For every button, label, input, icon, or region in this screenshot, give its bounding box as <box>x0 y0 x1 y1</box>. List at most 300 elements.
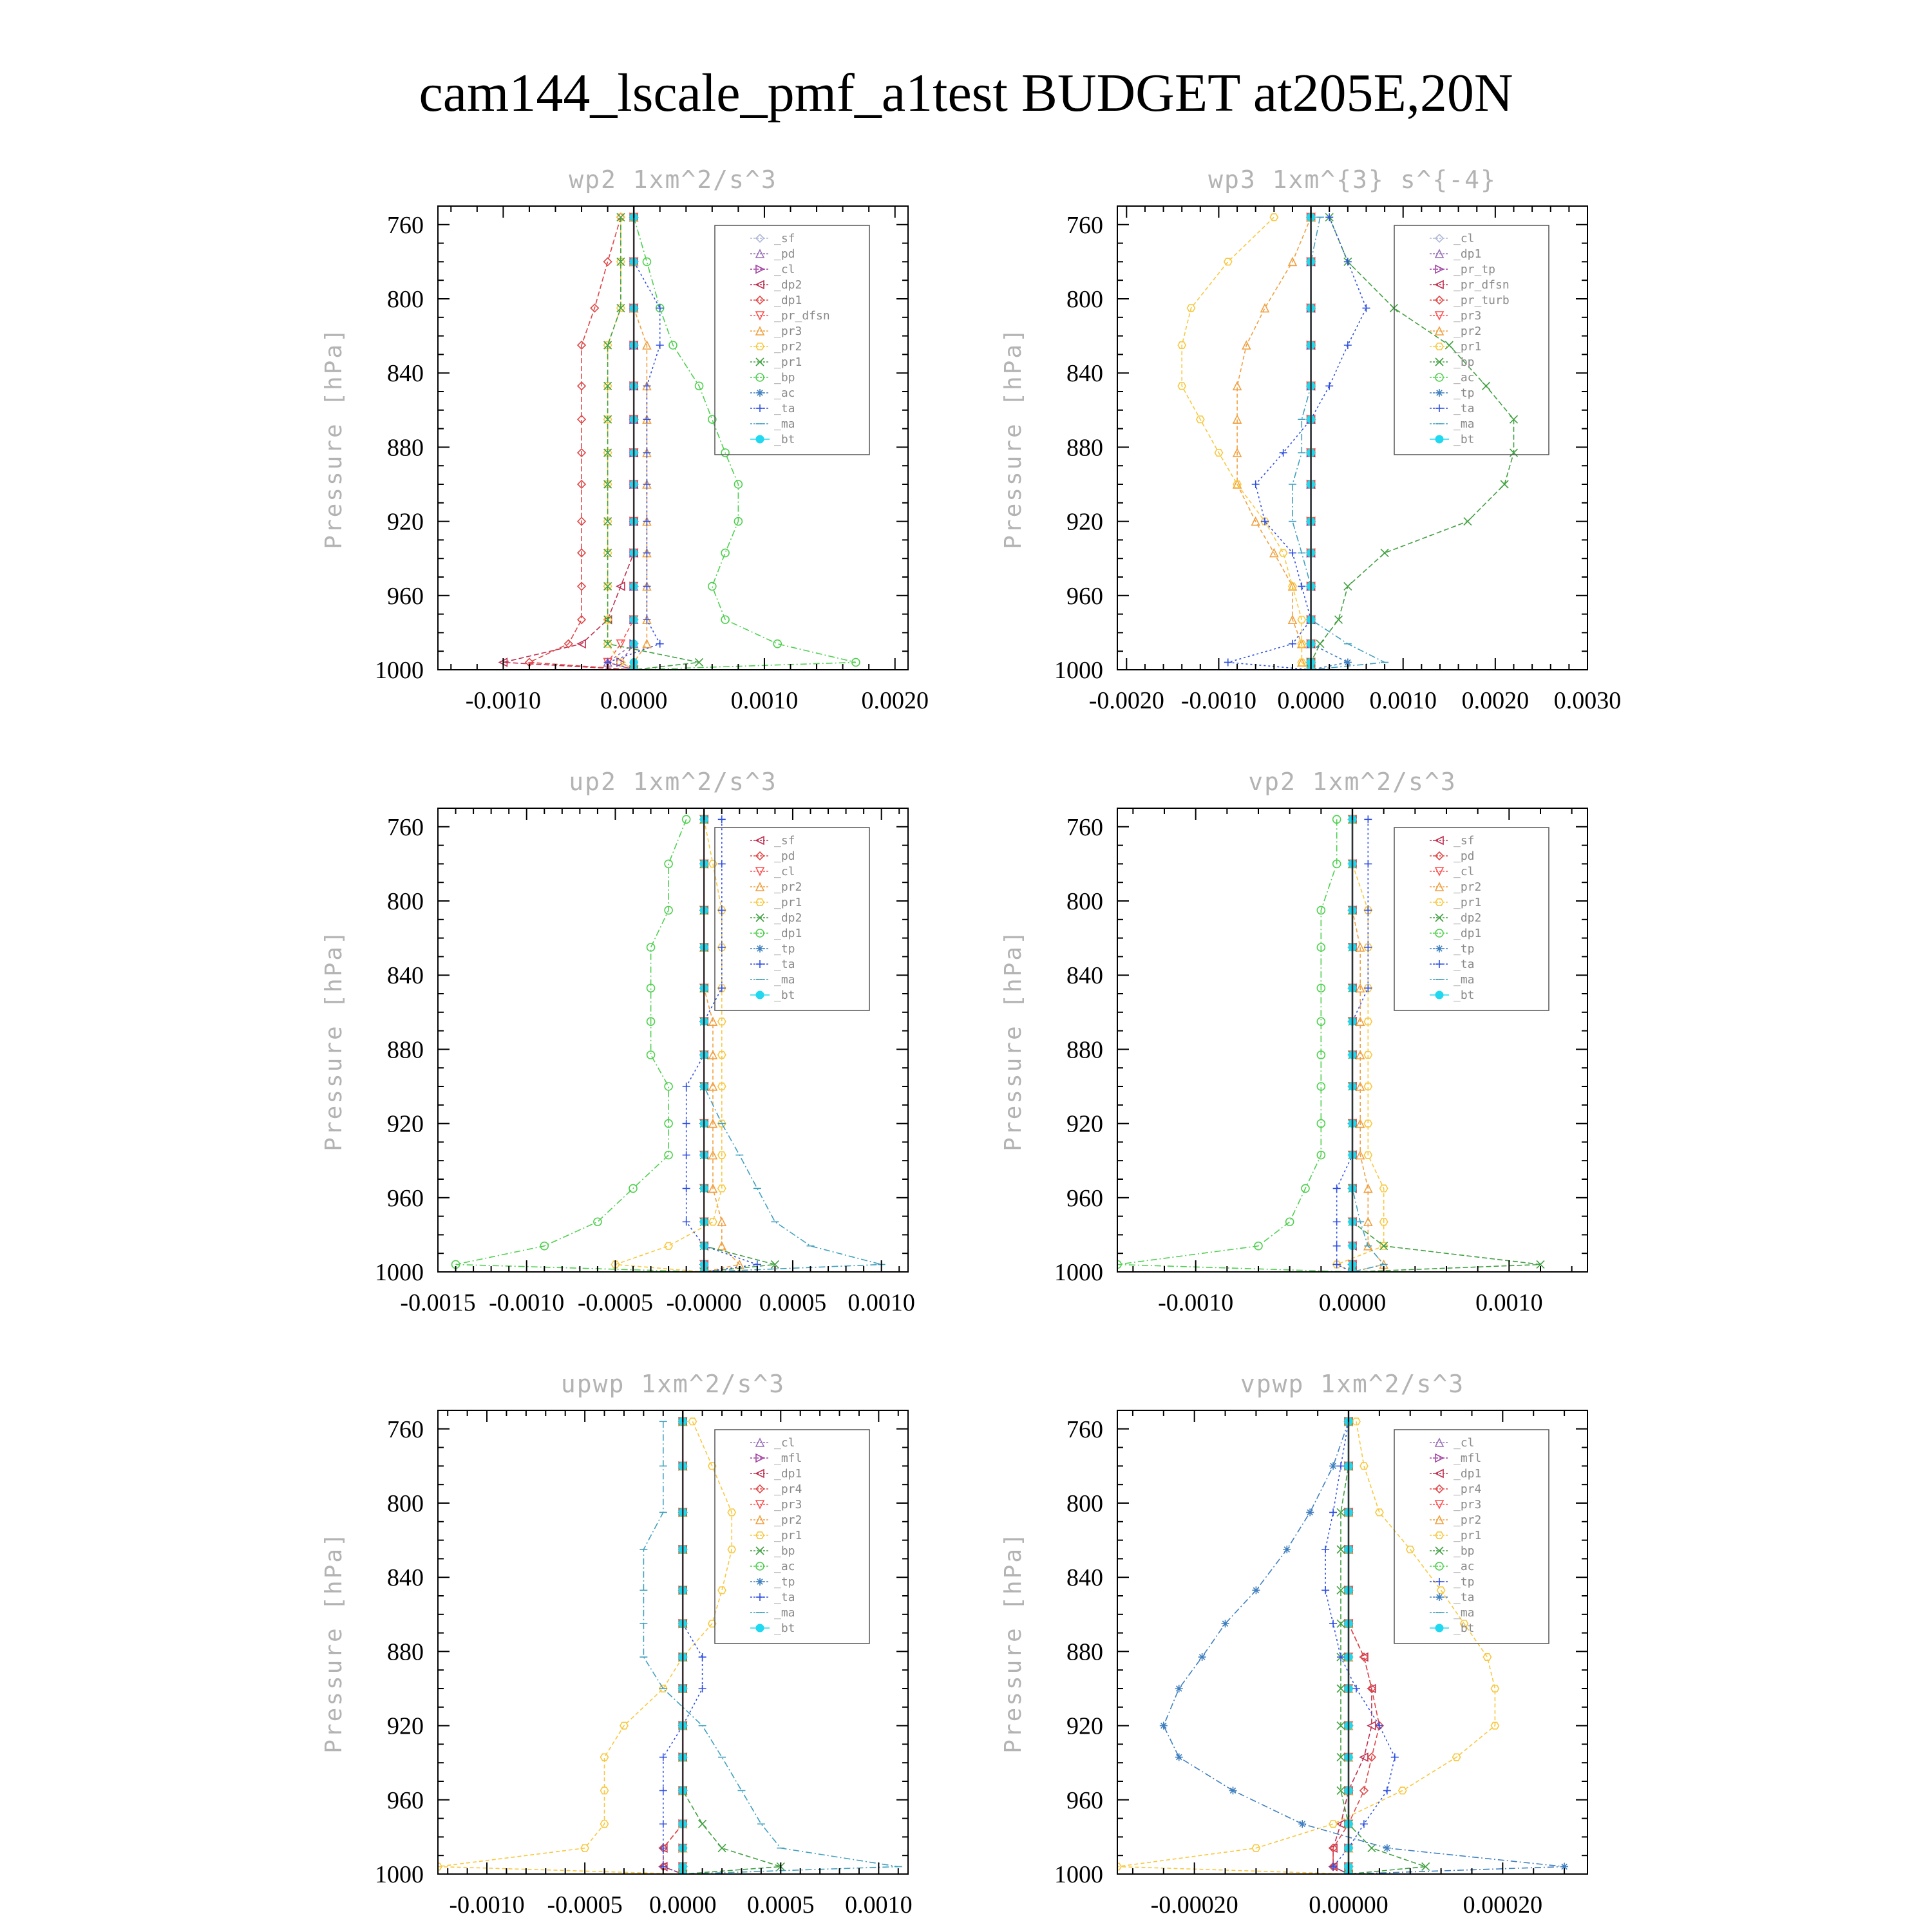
upwp-legend-label_ac: _ac <box>774 1560 795 1573</box>
vpwp-point_tp-5 <box>1329 1620 1337 1627</box>
wp3-legend-label_tp: _tp <box>1454 386 1475 400</box>
upwp-point_ta-10 <box>659 1786 667 1794</box>
vp2-legend-label_cl: _cl <box>1454 865 1475 878</box>
vpwp-point_pr4-6 <box>1360 1653 1368 1661</box>
vpwp-line_ta <box>1164 1421 1564 1874</box>
up2-point_ta-11 <box>683 1218 690 1226</box>
upwp-legend-label_ma: _ma <box>774 1606 795 1620</box>
upwp-legend-label_bp: _bp <box>774 1544 795 1558</box>
wp3-ytick-label-800: 800 <box>1066 286 1103 313</box>
up2-xtick-label-4: 0.0005 <box>759 1289 827 1316</box>
vpwp-point_ta-10 <box>1229 1786 1237 1794</box>
wp3-point_bp-12 <box>1316 640 1324 648</box>
vp2-legend-label_pr2: _pr2 <box>1454 880 1482 894</box>
wp2-line_dp2 <box>503 217 634 670</box>
wp3-ylabel: Pressure [hPa] <box>1000 327 1027 549</box>
up2-ytick-label-920: 920 <box>387 1110 424 1138</box>
wp2-legend-label_ac: _ac <box>774 386 795 400</box>
wp3-xtick-label-2: 0.0000 <box>1277 687 1345 714</box>
upwp-legend <box>715 1430 869 1643</box>
wp2-legend-label_pr_dfsn: _pr_dfsn <box>774 309 830 323</box>
vp2-point_ta-12 <box>1333 1242 1341 1250</box>
up2-point_pr1-11 <box>709 1218 717 1225</box>
wp2-legend-label_dp2: _dp2 <box>774 278 802 292</box>
vpwp-point_tp-1 <box>1337 1462 1345 1470</box>
up2-legend-marker_bt <box>756 991 764 999</box>
vpwp-point_tp-9 <box>1391 1754 1399 1761</box>
wp2-legend-label_ma: _ma <box>774 417 795 431</box>
vpwp-xtick-label-1: 0.00000 <box>1309 1891 1388 1918</box>
wp2-legend-marker_bt <box>756 435 764 443</box>
vp2-legend-label_tp: _tp <box>1454 942 1475 956</box>
wp3-series_pr1 <box>1178 214 1314 673</box>
up2-legend-label_bt: _bt <box>774 989 795 1002</box>
up2-point_pr1-12 <box>665 1243 672 1249</box>
wp3-legend-label_bt: _bt <box>1454 433 1475 446</box>
wp2-point_ta-4 <box>643 382 650 390</box>
up2-point_ta-1 <box>718 860 726 867</box>
wp2-point_bp-1 <box>643 258 650 265</box>
vpwp-line_bp <box>1341 1421 1426 1874</box>
upwp-ylabel: Pressure [hPa] <box>321 1531 347 1754</box>
wp2-legend <box>715 225 869 455</box>
up2-legend-label_pd: _pd <box>774 849 795 863</box>
upwp-series_pr1 <box>434 1418 735 1877</box>
vp2-ytick-label-880: 880 <box>1066 1036 1103 1064</box>
wp2-point_ta-10 <box>643 582 650 590</box>
wp3-xtick-label-4: 0.0020 <box>1461 687 1530 714</box>
wp3-xtick-label-3: 0.0010 <box>1369 687 1437 714</box>
wp3-legend-marker_bt <box>1435 435 1443 443</box>
vpwp-frame <box>1117 1410 1587 1874</box>
wp2-legend-label_pr1: _pr1 <box>774 355 802 369</box>
upwp-line_dp1 <box>663 1421 683 1874</box>
wp3-line_pr2 <box>1237 217 1311 670</box>
wp3-ytick-label-1000: 1000 <box>1054 657 1103 684</box>
up2-legend-label_tp: _tp <box>774 942 795 956</box>
wp3-point_pr1-9 <box>1280 549 1287 556</box>
vpwp-point_pr1-11 <box>1329 1821 1337 1827</box>
wp3-xtick-label-1: -0.0010 <box>1180 687 1257 714</box>
up2-point_dp1-6 <box>647 1051 655 1059</box>
vp2-ytick-label-920: 920 <box>1066 1110 1103 1138</box>
vpwp-point_ta-3 <box>1283 1546 1291 1553</box>
vpwp-series_ta <box>1160 1417 1568 1878</box>
vpwp-series_bp <box>1337 1417 1430 1878</box>
vp2-xtick-label-0: -0.0010 <box>1158 1289 1234 1316</box>
vp2-legend-marker_bt <box>1435 991 1443 999</box>
figure-title: cam144_lscale_pmf_a1test BUDGET at205E,20N <box>419 63 1513 123</box>
up2-point_dp1-0 <box>683 815 690 823</box>
vp2-point_ta-10 <box>1333 1184 1341 1192</box>
upwp-point_bp-12 <box>718 1844 726 1852</box>
wp3-legend-label_pr1: _pr1 <box>1454 340 1482 354</box>
upwp-legend-label_mfl: _mfl <box>774 1452 802 1465</box>
wp3-ytick-label-960: 960 <box>1066 582 1103 610</box>
wp2-xtick-label-1: 0.0000 <box>600 687 668 714</box>
upwp-title: upwp 1xm^2/s^3 <box>560 1370 786 1398</box>
up2-legend <box>715 828 869 1010</box>
wp2-ytick-label-840: 840 <box>387 360 424 388</box>
upwp-series_ma <box>639 1421 902 1874</box>
upwp-legend-label_pr1: _pr1 <box>774 1529 802 1542</box>
up2-point_dp1-7 <box>665 1083 672 1090</box>
vpwp-legend-label_ma: _ma <box>1454 1606 1475 1620</box>
vp2-line_dp1 <box>1117 819 1352 1272</box>
vpwp-series_dp1 <box>1329 1417 1376 1878</box>
wp3-point_bp-10 <box>1344 582 1352 590</box>
wp2-legend-label_sf: _sf <box>774 232 795 245</box>
wp2-line_dp1 <box>529 217 634 670</box>
vpwp-legend-label_pr2: _pr2 <box>1454 1513 1482 1527</box>
wp3-line_tp <box>1311 217 1348 670</box>
panel-wp2 <box>321 166 929 714</box>
up2-legend-marker_tp <box>756 945 764 952</box>
wp3-legend-label_bp: _bp <box>1454 355 1475 369</box>
wp3-legend-label_pr_dfsn: _pr_dfsn <box>1454 278 1510 292</box>
upwp-ytick-label-920: 920 <box>387 1712 424 1740</box>
wp3-ytick-label-840: 840 <box>1066 360 1103 388</box>
wp3-xtick-label-5: 0.0030 <box>1553 687 1622 714</box>
wp2-line_bp <box>634 217 856 670</box>
wp2-series_dp2 <box>499 213 638 674</box>
vpwp-legend-marker_bt <box>1435 1624 1443 1632</box>
up2-title: up2 1xm^2/s^3 <box>569 768 777 796</box>
upwp-legend-label_cl: _cl <box>774 1436 795 1450</box>
up2-point_ta-9 <box>683 1151 690 1159</box>
up2-legend-label_pr1: _pr1 <box>774 896 802 909</box>
vpwp-ytick-label-880: 880 <box>1066 1638 1103 1666</box>
wp2-xtick-label-2: 0.0010 <box>730 687 799 714</box>
upwp-series_bp <box>679 1417 784 1878</box>
upwp-point_pr1-4 <box>718 1587 726 1593</box>
vpwp-point_ta-4 <box>1252 1586 1260 1594</box>
wp3-ytick-label-760: 760 <box>1066 211 1103 239</box>
vpwp-ytick-label-800: 800 <box>1066 1490 1103 1517</box>
upwp-legend-marker_tp <box>756 1578 764 1586</box>
wp2-point_ta-7 <box>643 480 650 488</box>
wp3-point_bp-11 <box>1335 616 1343 623</box>
upwp-xtick-label-2: 0.0000 <box>649 1891 717 1918</box>
upwp-xtick-label-4: 0.0010 <box>845 1891 913 1918</box>
up2-plot-area <box>452 815 886 1276</box>
up2-legend-label_sf: _sf <box>774 834 795 848</box>
vp2-series_dp2 <box>1349 815 1544 1276</box>
upwp-line_pr4 <box>663 1421 683 1874</box>
vpwp-point_tp-10 <box>1383 1786 1391 1794</box>
wp3-point_pr2-2 <box>1261 304 1269 312</box>
panel-wp3 <box>1000 166 1621 714</box>
wp3-legend-label_pr2: _pr2 <box>1454 325 1482 338</box>
wp2-legend-label_pr3: _pr3 <box>774 325 802 338</box>
up2-point_dp1-11 <box>594 1218 601 1226</box>
vpwp-legend-label_ac: _ac <box>1454 1560 1475 1573</box>
vp2-point_ta-0 <box>1364 815 1372 823</box>
wp2-point_ta-6 <box>643 449 650 457</box>
vpwp-legend-label_tp: _tp <box>1454 1575 1475 1589</box>
vpwp-legend-label_pr4: _pr4 <box>1454 1482 1482 1496</box>
wp2-ytick-label-760: 760 <box>387 211 424 239</box>
upwp-xtick-label-1: -0.0005 <box>547 1891 623 1918</box>
wp3-point_ta-4 <box>1325 382 1333 390</box>
panels-group <box>321 166 1621 1918</box>
up2-legend-label_ma: _ma <box>774 973 795 987</box>
wp2-legend-label_bt: _bt <box>774 433 795 446</box>
up2-point_ta-10 <box>683 1184 690 1192</box>
wp2-plot-area <box>499 213 860 674</box>
up2-line_pr1 <box>616 819 722 1272</box>
panel-vpwp <box>1000 1370 1587 1918</box>
up2-legend-label_pr2: _pr2 <box>774 880 802 894</box>
upwp-plot-area <box>434 1417 902 1878</box>
wp3-title: wp3 1xm^{3} s^{-4} <box>1208 166 1497 194</box>
up2-ytick-label-880: 880 <box>387 1036 424 1064</box>
vpwp-point_tp-2 <box>1329 1508 1337 1516</box>
vp2-legend-label_ta: _ta <box>1454 958 1475 971</box>
vpwp-point_ta-2 <box>1306 1508 1314 1516</box>
vpwp-plot-area <box>1113 1417 1568 1878</box>
wp2-legend-label_ta: _ta <box>774 402 795 415</box>
wp3-point_ta-3 <box>1344 341 1352 349</box>
wp2-ytick-label-960: 960 <box>387 582 424 610</box>
wp3-point_ta-13 <box>1224 658 1232 666</box>
vpwp-point_ta-9 <box>1175 1754 1183 1761</box>
wp2-line_cl <box>621 217 634 670</box>
wp2-legend-label_dp1: _dp1 <box>774 294 802 307</box>
wp2-legend-label_pd: _pd <box>774 247 795 261</box>
panel-vp2 <box>1000 768 1587 1316</box>
wp2-ytick-label-880: 880 <box>387 434 424 462</box>
upwp-ytick-label-960: 960 <box>387 1786 424 1814</box>
upwp-legend-label_ta: _ta <box>774 1591 795 1604</box>
up2-xtick-label-5: 0.0010 <box>848 1289 915 1316</box>
vpwp-ytick-label-1000: 1000 <box>1054 1861 1103 1888</box>
wp2-line_pr3 <box>634 217 647 670</box>
vpwp-legend-label_pr3: _pr3 <box>1454 1498 1482 1511</box>
wp3-point_bp-8 <box>1464 518 1472 526</box>
wp2-title: wp2 1xm^2/s^3 <box>569 166 777 194</box>
wp2-legend-label_pr2: _pr2 <box>774 340 802 354</box>
upwp-legend-label_tp: _tp <box>774 1575 795 1589</box>
wp3-legend <box>1394 225 1549 455</box>
vp2-legend-label_bt: _bt <box>1454 989 1475 1002</box>
wp3-legend-label_pr_turb: _pr_turb <box>1454 294 1510 307</box>
vpwp-series_pr4 <box>1329 1417 1383 1878</box>
vp2-legend-label_dp1: _dp1 <box>1454 927 1482 940</box>
vp2-legend-label_sf: _sf <box>1454 834 1475 848</box>
vp2-title: vp2 1xm^2/s^3 <box>1248 768 1457 796</box>
vpwp-point_tp-13 <box>1329 1862 1337 1870</box>
wp3-point_bp-7 <box>1501 480 1508 488</box>
wp2-frame <box>438 206 908 670</box>
wp3-xtick-label-0: -0.0020 <box>1088 687 1164 714</box>
wp3-point_ta-2 <box>1362 304 1370 312</box>
vpwp-legend-label_ta: _ta <box>1454 1591 1475 1604</box>
upwp-frame <box>438 1410 908 1874</box>
wp3-legend-label_ac: _ac <box>1454 371 1475 384</box>
vp2-legend-label_ma: _ma <box>1454 973 1475 987</box>
wp3-legend-label_pr3: _pr3 <box>1454 309 1482 323</box>
vp2-xtick-label-2: 0.0010 <box>1475 1289 1543 1316</box>
vp2-legend-marker_tp <box>1435 945 1443 952</box>
up2-ytick-label-760: 760 <box>387 813 424 841</box>
up2-ytick-label-960: 960 <box>387 1184 424 1212</box>
up2-xtick-label-0: -0.0015 <box>400 1289 476 1316</box>
vpwp-legend-label_bp: _bp <box>1454 1544 1475 1558</box>
wp2-xtick-label-3: 0.0020 <box>861 687 929 714</box>
vpwp-ytick-label-760: 760 <box>1066 1416 1103 1443</box>
vpwp-legend-label_bt: _bt <box>1454 1622 1475 1635</box>
wp2-line_pr2 <box>608 217 634 670</box>
up2-series_dp1 <box>452 815 708 1276</box>
wp3-legend-marker_ta <box>1435 404 1443 412</box>
vp2-ytick-label-760: 760 <box>1066 813 1103 841</box>
vpwp-legend-label_dp1: _dp1 <box>1454 1467 1482 1481</box>
upwp-ytick-label-880: 880 <box>387 1638 424 1666</box>
vpwp-point_ta-5 <box>1222 1620 1229 1627</box>
vp2-legend-marker_ta <box>1435 960 1443 968</box>
wp3-legend-label_ma: _ma <box>1454 417 1475 431</box>
vpwp-point_ta-7 <box>1175 1685 1183 1692</box>
upwp-line_pr1 <box>438 1421 732 1874</box>
upwp-xtick-label-3: 0.0005 <box>747 1891 815 1918</box>
up2-ylabel: Pressure [hPa] <box>321 929 347 1151</box>
vpwp-xtick-label-0: -0.00020 <box>1150 1891 1238 1918</box>
vpwp-title: vpwp 1xm^2/s^3 <box>1240 1370 1465 1398</box>
vpwp-point_ta-6 <box>1198 1653 1206 1661</box>
vpwp-legend-label_pr1: _pr1 <box>1454 1529 1482 1542</box>
upwp-point_ta-11 <box>659 1820 667 1828</box>
upwp-legend-label_pr4: _pr4 <box>774 1482 802 1496</box>
upwp-legend-label_pr2: _pr2 <box>774 1513 802 1527</box>
wp2-series_pr1 <box>604 213 703 674</box>
upwp-legend-label_bt: _bt <box>774 1622 795 1635</box>
vpwp-xtick-label-2: 0.00020 <box>1463 1891 1543 1918</box>
wp2-legend-marker_ac <box>756 389 764 397</box>
up2-ytick-label-800: 800 <box>387 888 424 915</box>
upwp-legend-marker_ta <box>756 1593 764 1601</box>
vpwp-legend <box>1394 1430 1549 1643</box>
wp2-ytick-label-1000: 1000 <box>375 657 424 684</box>
wp2-point_bp-10 <box>708 582 716 590</box>
wp2-point_ta-11 <box>643 616 650 623</box>
vpwp-line_pr4 <box>1333 1421 1379 1874</box>
vpwp-point_ta-12 <box>1383 1844 1391 1852</box>
vp2-legend <box>1394 828 1549 1010</box>
wp3-line_ta <box>1228 217 1367 670</box>
vp2-legend-label_dp2: _dp2 <box>1454 911 1482 925</box>
vp2-ytick-label-800: 800 <box>1066 888 1103 915</box>
vpwp-point_tp-4 <box>1321 1586 1329 1594</box>
wp3-legend-label_cl: _cl <box>1454 232 1475 245</box>
up2-legend-label_cl: _cl <box>774 865 795 878</box>
vp2-point_ta-1 <box>1364 860 1372 867</box>
wp2-legend-label_cl: _cl <box>774 263 795 276</box>
upwp-legend-label_pr3: _pr3 <box>774 1498 802 1511</box>
vpwp-point_ta-11 <box>1298 1820 1306 1828</box>
upwp-ytick-label-800: 800 <box>387 1490 424 1517</box>
wp2-legend-marker_ta <box>756 404 764 412</box>
up2-point_ta-0 <box>718 815 726 823</box>
vp2-ylabel: Pressure [hPa] <box>1000 929 1027 1151</box>
panel-upwp <box>321 1370 913 1918</box>
vp2-ytick-label-840: 840 <box>1066 962 1103 990</box>
up2-legend-marker_ta <box>756 960 764 968</box>
up2-ytick-label-840: 840 <box>387 962 424 990</box>
vp2-ytick-label-1000: 1000 <box>1054 1259 1103 1286</box>
wp3-point_pr1-1 <box>1224 258 1232 265</box>
upwp-point_ta-9 <box>659 1754 667 1761</box>
up2-xtick-label-1: -0.0010 <box>489 1289 565 1316</box>
wp3-ytick-label-880: 880 <box>1066 434 1103 462</box>
panel-up2 <box>321 768 915 1316</box>
wp2-point_ta-8 <box>643 518 650 526</box>
wp3-point_bp-9 <box>1381 549 1388 557</box>
vp2-xtick-label-1: 0.0000 <box>1318 1289 1387 1316</box>
upwp-legend-marker_bt <box>756 1624 764 1632</box>
vp2-series_dp1 <box>1113 815 1356 1276</box>
vpwp-ylabel: Pressure [hPa] <box>1000 1531 1027 1754</box>
vpwp-point_tp-8 <box>1376 1722 1383 1730</box>
vpwp-ytick-label-960: 960 <box>1066 1786 1103 1814</box>
wp2-ytick-label-800: 800 <box>387 286 424 313</box>
vp2-point_ta-11 <box>1333 1218 1341 1226</box>
vpwp-point_ta-8 <box>1160 1722 1168 1730</box>
upwp-ytick-label-1000: 1000 <box>375 1861 424 1888</box>
upwp-point_ta-7 <box>699 1685 706 1692</box>
wp2-point_bp-9 <box>721 549 729 557</box>
up2-ytick-label-1000: 1000 <box>375 1259 424 1286</box>
wp2-ytick-label-920: 920 <box>387 508 424 536</box>
wp3-ytick-label-920: 920 <box>1066 508 1103 536</box>
vpwp-point_bp-12 <box>1368 1844 1376 1852</box>
vp2-legend-label_pr1: _pr1 <box>1454 896 1482 909</box>
wp2-xtick-label-0: -0.0010 <box>465 687 541 714</box>
up2-legend-label_ta: _ta <box>774 958 795 971</box>
vpwp-point_tp-11 <box>1360 1820 1368 1828</box>
upwp-ytick-label-840: 840 <box>387 1564 424 1592</box>
wp3-legend-marker_tp <box>1435 389 1443 397</box>
wp2-ylabel: Pressure [hPa] <box>321 327 347 549</box>
wp2-point_ta-3 <box>656 341 664 349</box>
vpwp-ytick-label-840: 840 <box>1066 1564 1103 1592</box>
wp2-legend-label_bp: _bp <box>774 371 795 384</box>
wp2-series_bp <box>630 213 860 674</box>
wp3-frame <box>1117 206 1587 670</box>
up2-point_ta-7 <box>683 1083 690 1090</box>
vpwp-point_tp-7 <box>1352 1685 1360 1692</box>
up2-xtick-label-3: -0.0000 <box>666 1289 742 1316</box>
vpwp-legend-label_mfl: _mfl <box>1454 1452 1482 1465</box>
wp3-series_ma <box>1289 217 1388 670</box>
up2-point_ta-8 <box>683 1120 690 1128</box>
upwp-xtick-label-0: -0.0010 <box>449 1891 525 1918</box>
upwp-point_bp-11 <box>699 1820 706 1828</box>
wp3-legend-label_pr_tp: _pr_tp <box>1454 263 1496 276</box>
wp3-series_tp <box>1307 213 1352 674</box>
vp2-ytick-label-960: 960 <box>1066 1184 1103 1212</box>
vpwp-legend-label_cl: _cl <box>1454 1436 1475 1450</box>
wp2-point_ta-5 <box>643 415 650 423</box>
wp2-point_pr1-13 <box>696 658 703 666</box>
wp3-point_bp-3 <box>1445 341 1453 349</box>
wp3-legend-label_ta: _ta <box>1454 402 1475 415</box>
wp2-point_ta-9 <box>643 549 650 557</box>
up2-legend-label_dp1: _dp1 <box>774 927 802 940</box>
up2-xtick-label-2: -0.0005 <box>577 1289 654 1316</box>
wp3-series_pr2 <box>1233 213 1315 674</box>
vpwp-point_dp1-6 <box>1360 1653 1368 1661</box>
